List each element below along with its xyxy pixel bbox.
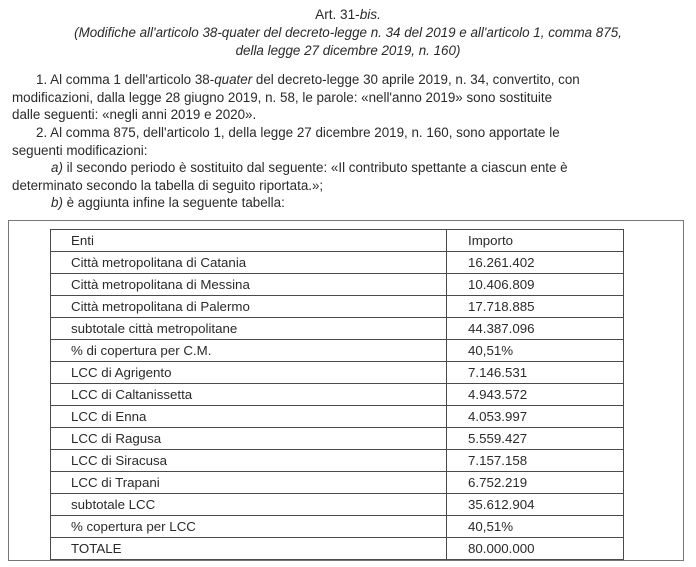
paragraph-1-line-3: dalle seguenti: «negli anni 2019 e 2020». xyxy=(12,107,257,123)
header-enti: Enti xyxy=(51,230,447,252)
entity-cell: % copertura per LCC xyxy=(51,516,447,538)
entity-cell: subtotale città metropolitane xyxy=(51,318,447,340)
amount-cell: 5.559.427 xyxy=(447,428,624,450)
amount-cell: 10.406.809 xyxy=(447,274,624,296)
article-subtitle xyxy=(0,24,696,59)
item-a-label: a) xyxy=(51,160,63,176)
entity-cell: LCC di Agrigento xyxy=(51,362,447,384)
amount-cell: 40,51% xyxy=(447,340,624,362)
table-row xyxy=(51,406,624,428)
subtitle-line-1: (Modifiche all'articolo 38-quater del decreto-legge n. 34 del 2019 e all'articolo 1, comma 875, xyxy=(74,25,622,40)
entity-cell: subtotale LCC xyxy=(51,494,447,516)
table-row xyxy=(51,252,624,274)
amount-cell: 80.000.000 xyxy=(447,538,624,560)
table-row xyxy=(51,450,624,472)
article-title-suffix: bis. xyxy=(359,7,381,22)
p1-line1-start: 1. Al comma 1 dell'articolo 38- xyxy=(36,72,215,87)
article-title xyxy=(0,6,696,23)
table-row xyxy=(51,538,624,560)
entity-cell: Città metropolitana di Messina xyxy=(51,274,447,296)
amount-cell: 17.718.885 xyxy=(447,296,624,318)
entity-cell: Città metropolitana di Palermo xyxy=(51,296,447,318)
amount-cell: 16.261.402 xyxy=(447,252,624,274)
amount-cell: 6.752.219 xyxy=(447,472,624,494)
paragraph-1-line-1 xyxy=(12,71,688,89)
table-row xyxy=(51,340,624,362)
item-a-line-2: determinato secondo la tabella di seguito riportata.»; xyxy=(12,177,324,193)
amount-cell: 35.612.904 xyxy=(447,494,624,516)
item-b-text: è aggiunta infine la seguente tabella: xyxy=(62,195,285,211)
table-row xyxy=(51,428,624,450)
paragraph-2 xyxy=(12,124,688,212)
amount-cell: 7.146.531 xyxy=(447,362,624,384)
entity-cell: LCC di Ragusa xyxy=(51,428,447,450)
header-importo: Importo xyxy=(447,230,624,252)
table-row xyxy=(51,318,624,340)
entity-cell: LCC di Trapani xyxy=(51,472,447,494)
table-header-row xyxy=(51,230,624,252)
entity-cell: % di copertura per C.M. xyxy=(51,340,447,362)
item-a-line-1 xyxy=(12,159,688,177)
article-title-prefix: Art. 31- xyxy=(315,7,360,22)
p1-line1-rest: del decreto-legge 30 aprile 2019, n. 34, convertito, con xyxy=(252,72,580,87)
item-b-label: b) xyxy=(51,195,63,211)
entity-cell: LCC di Caltanissetta xyxy=(51,384,447,406)
table-row xyxy=(51,472,624,494)
p1-line1-italic: quater xyxy=(214,72,253,87)
table-row xyxy=(51,296,624,318)
amount-cell: 7.157.158 xyxy=(447,450,624,472)
entity-cell: Città metropolitana di Catania xyxy=(51,252,447,274)
table-row xyxy=(51,362,624,384)
table-row xyxy=(51,274,624,296)
amount-cell: 4.943.572 xyxy=(447,384,624,406)
paragraph-2-line-2: seguenti modificazioni: xyxy=(12,142,148,158)
p2-line1-text: 2. Al comma 875, dell'articolo 1, della legge 27 dicembre 2019, n. 160, sono apportate le xyxy=(36,125,560,140)
amount-cell: 4.053.997 xyxy=(447,406,624,428)
table-row xyxy=(51,494,624,516)
amount-cell: 44.387.096 xyxy=(447,318,624,340)
table-row xyxy=(51,384,624,406)
table-row xyxy=(51,516,624,538)
amount-cell: 40,51% xyxy=(447,516,624,538)
item-a-text: il secondo periodo è sostituito dal seguente: «Il contributo spettante a ciascun ente è xyxy=(62,160,568,176)
entity-cell: LCC di Siracusa xyxy=(51,450,447,472)
entity-cell: LCC di Enna xyxy=(51,406,447,428)
entity-cell: TOTALE xyxy=(51,538,447,560)
item-b-line xyxy=(12,194,688,212)
contributions-table xyxy=(50,229,624,560)
paragraph-2-line-1 xyxy=(12,124,688,142)
paragraph-1 xyxy=(12,71,688,124)
paragraph-1-line-2: modificazioni, dalla legge 28 giugno 2019, n. 58, le parole: «nell'anno 2019» sono sostituite xyxy=(12,89,553,105)
subtitle-line-2: della legge 27 dicembre 2019, n. 160) xyxy=(235,42,461,58)
